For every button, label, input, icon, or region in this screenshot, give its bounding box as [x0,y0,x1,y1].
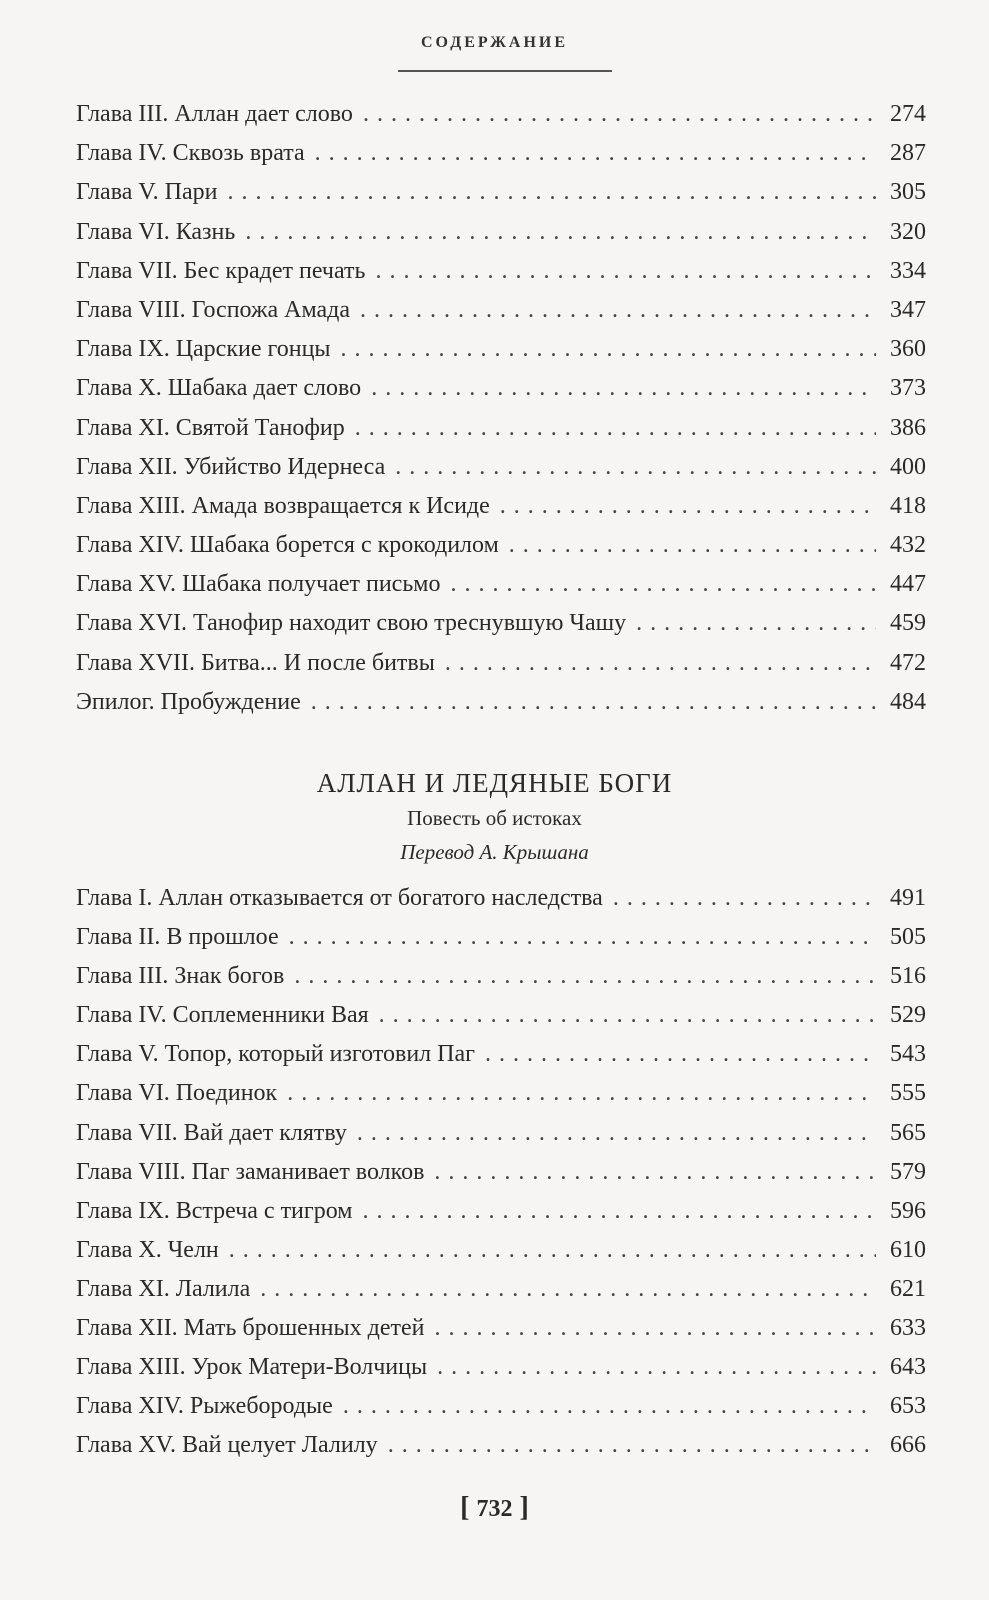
toc-entry-title: Глава IX. Царские гонцы [76,336,331,363]
toc-entry-title: Глава VI. Казнь [76,218,236,245]
toc-entry-page: 360 [890,336,926,363]
toc-entry-page: 621 [890,1275,926,1302]
toc-entry-title: Глава XIV. Шабака борется с крокодилом [76,532,499,559]
toc-entry[interactable] [76,448,926,487]
dot-leader [509,526,876,565]
dot-leader [379,996,876,1035]
page-number [0,1492,989,1524]
toc-entry[interactable] [76,1074,926,1113]
dot-leader [229,1231,876,1270]
toc-entry[interactable] [76,1231,926,1270]
dot-leader [375,252,876,291]
dot-leader [371,369,876,408]
toc-entry[interactable] [76,957,926,996]
toc-entry-title: Глава XIV. Рыжебородые [76,1393,333,1420]
toc-entry-page: 418 [890,492,926,519]
toc-entry-page: 516 [890,963,926,990]
dot-leader [287,1074,876,1113]
toc-entry-page: 287 [890,140,926,167]
toc-entry-title: Глава X. Челн [76,1236,219,1263]
toc-entry-page: 653 [890,1393,926,1420]
dot-leader [360,291,876,330]
toc-entry[interactable] [76,173,926,212]
toc-entry-title: Глава IV. Соплеменники Вая [76,1002,369,1029]
toc-entry-page: 373 [890,375,926,402]
dot-leader [311,683,876,722]
toc-entry-page: 505 [890,924,926,951]
page-number-value: 732 [476,1496,513,1522]
toc-entry[interactable] [76,526,926,565]
toc-entry-title: Эпилог. Пробуждение [76,688,301,715]
toc-entry-title: Глава III. Аллан дает слово [76,101,353,127]
toc-entry-title: Глава VII. Бес крадет печать [76,257,366,284]
dot-leader [315,134,876,173]
toc-entry-title: Глава IX. Встреча с тигром [76,1197,353,1224]
dot-leader [636,604,876,643]
toc-list-part1 [76,95,926,722]
toc-entry-title: Глава I. Аллан отказывается от богатого наследства [76,885,603,911]
toc-entry-page: 579 [890,1158,926,1185]
dot-leader [341,330,876,369]
dot-leader [343,1387,876,1426]
toc-entry-title: Глава XIII. Урок Матери-Волчицы [76,1354,428,1381]
toc-entry[interactable] [76,252,926,291]
header-rule [398,70,612,72]
toc-entry-page: 347 [890,296,926,323]
toc-entry-title: Глава XIII. Амада возвращается к Исиде [76,492,490,519]
toc-entry[interactable] [76,330,926,369]
toc-entry[interactable] [76,134,926,173]
toc-entry-title: Глава V. Топор, который изготовил Паг [76,1041,475,1068]
toc-entry[interactable] [76,918,926,957]
dot-leader [395,448,876,487]
toc-entry[interactable] [76,213,926,252]
toc-entry[interactable] [76,1192,926,1231]
toc-entry-title: Глава XI. Лалила [76,1275,251,1302]
toc-entry-title: Глава XVII. Битва... И после битвы [76,649,435,676]
section-translator: Перевод А. Крышана [400,840,589,864]
toc-entry[interactable] [76,369,926,408]
toc-entry[interactable] [76,1426,926,1465]
running-head: СОДЕРЖАНИЕ [420,34,569,51]
toc-entry-title: Глава XV. Шабака получает письмо [76,571,441,598]
dot-leader [485,1035,876,1074]
toc-entry[interactable] [76,487,926,526]
toc-entry[interactable] [76,1035,926,1074]
toc-entry-page: 555 [890,1080,926,1107]
toc-entry[interactable] [76,1309,926,1348]
dot-leader [437,1348,876,1387]
toc-entry[interactable] [76,1153,926,1192]
toc-entry[interactable] [76,565,926,604]
toc-entry-title: Глава VIII. Паг заманивает волков [76,1158,425,1185]
dot-leader [500,487,876,526]
toc-entry-page: 400 [890,453,926,480]
toc-entry-title: Глава XII. Мать брошенных детей [76,1315,425,1342]
toc-entry-title: Глава XI. Святой Танофир [76,414,345,441]
toc-entry[interactable] [76,95,926,134]
right-bracket: ] [512,1492,529,1523]
dot-leader [613,879,876,918]
toc-list-part2 [76,879,926,1465]
toc-entry[interactable] [76,996,926,1035]
dot-leader [450,565,876,604]
toc-entry-title: Глава XII. Убийство Идернеса [76,453,386,480]
toc-entry[interactable] [76,879,926,918]
toc-entry-page: 610 [890,1236,926,1263]
toc-entry-page: 274 [890,101,926,127]
section-subtitle: Повесть об истоках [407,806,582,830]
toc-entry[interactable] [76,683,926,722]
toc-entry[interactable] [76,291,926,330]
left-bracket: [ [460,1492,477,1523]
dot-leader [388,1426,876,1465]
toc-entry-page: 320 [890,218,926,245]
toc-entry-page: 472 [890,649,926,676]
toc-entry-page: 334 [890,257,926,284]
toc-entry[interactable] [76,1348,926,1387]
dot-leader [260,1270,876,1309]
toc-entry-page: 432 [890,532,926,559]
toc-entry-title: Глава XVI. Танофир находит свою треснувшую Чашу [76,610,627,637]
toc-entry-title: Глава IV. Сквозь врата [76,140,305,167]
toc-entry[interactable] [76,604,926,643]
toc-entry-page: 643 [890,1354,926,1381]
toc-entry[interactable] [76,409,926,448]
toc-entry-title: Глава XV. Вай целует Лалилу [76,1432,378,1459]
toc-entry-title: Глава VI. Поединок [76,1080,278,1107]
dot-leader [435,1309,877,1348]
toc-entry[interactable] [76,1387,926,1426]
toc-entry-title: Глава VII. Вай дает клятву [76,1119,347,1146]
toc-entry-page: 666 [890,1432,926,1459]
toc-entry-page: 543 [890,1041,926,1068]
toc-entry[interactable] [76,644,926,683]
toc-entry-page: 447 [890,571,926,598]
toc-entry-title: Глава X. Шабака дает слово [76,375,362,402]
toc-entry-page: 484 [890,688,926,715]
dot-leader [362,1192,876,1231]
toc-entry-title: Глава V. Пари [76,179,218,206]
toc-entry-page: 529 [890,1002,926,1029]
toc-entry-title: Глава III. Знак богов [76,963,285,990]
toc-entry-page: 459 [890,610,926,637]
dot-leader [357,1114,876,1153]
dot-leader [363,95,876,134]
dot-leader [245,213,876,252]
toc-entry-title: Глава VIII. Госпожа Амада [76,296,351,323]
toc-entry-page: 386 [890,414,926,441]
dot-leader [434,1153,876,1192]
toc-entry[interactable] [76,1114,926,1153]
dot-leader [227,173,876,212]
toc-entry-page: 305 [890,179,926,206]
toc-entry-page: 633 [890,1315,926,1342]
toc-entry-page: 565 [890,1119,926,1146]
toc-entry-page: 596 [890,1197,926,1224]
dot-leader [355,409,876,448]
toc-entry-title: Глава II. В прошлое [76,924,279,951]
section-title: АЛЛАН И ЛЕДЯНЫЕ БОГИ [316,768,673,798]
toc-entry[interactable] [76,1270,926,1309]
dot-leader [294,957,876,996]
dot-leader [445,644,876,683]
dot-leader [289,918,876,957]
toc-entry-page: 491 [890,885,926,911]
